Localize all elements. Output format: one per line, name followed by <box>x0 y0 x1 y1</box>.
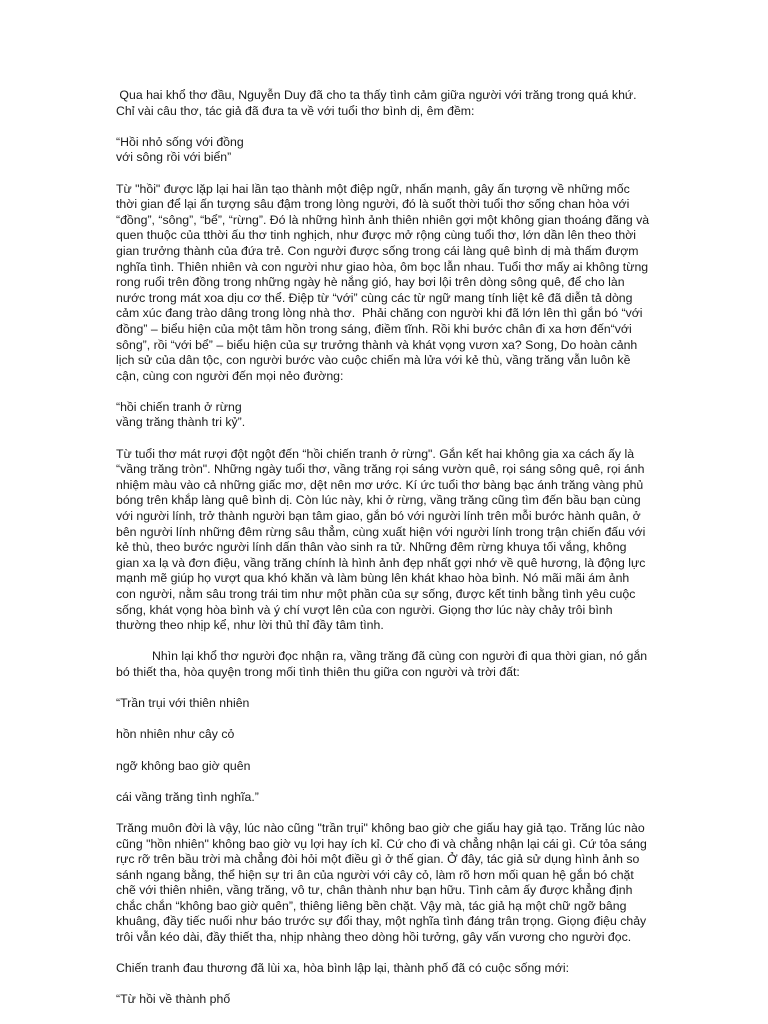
quote-war: “hồi chiến tranh ở rừng vầng trăng thành tri kỷ”. <box>116 399 246 430</box>
document-body <box>116 88 652 1024</box>
paragraph-intro: Qua hai khổ thơ đầu, Nguyễn Duy đã cho ta thấy tình cảm giữa người với trăng trong quá khứ. Chỉ vài câu thơ, tác giả đã đưa ta về với tuổi thơ bình dị, êm đềm: <box>116 88 640 118</box>
verse-line-1: “Trần trụi với thiên nhiên <box>116 696 250 711</box>
paragraph-analysis-moon: Trăng muôn đời là vậy, lúc nào cũng "trần trụi" không bao giờ che giấu hay giả tạo. Trăng lúc nào cũng "hồn nhiên" không bao giờ vụ lợi hay ích kỉ. Cứ cho đi và chẳng nhận lại cái gì. Cứ tỏa sáng rực rỡ trên bầu trời mà chẳng đòi hỏi một điều gì ở thế gian. Ở đây, tác giả sử dụng hình ảnh so sánh ngang bằng, thể hiện sự tri ân của người với cây cỏ, làm rõ hơn mối quan hệ gắn bó chặt chẽ với thiên nhiên, vầng trăng, vô tư, chân thành như bạn hữu. Tình cảm ấy được khẳng định chắc chắn “không bao giờ quên”, thiêng liêng bền chặt. Vậy mà, tác giả hạ một chữ ngỡ bâng khuâng, đầy tiếc nuối như báo trước sự đổi thay, một nghĩa tình đáng trân trọng. Giọng điệu chảy trôi vẫn kéo dài, đầy thiết tha, nhịp nhàng theo dòng hồi tưởng, gây vấn vương cho người đọc. <box>116 820 651 945</box>
verse-line-4: cái vầng trăng tình nghĩa.” <box>116 789 259 804</box>
paragraph-analysis-war: Từ tuổi thơ mát rượi đột ngột đến “hồi chiến tranh ở rừng". Gắn kết hai không gia xa cách ấy là “vầng trăng tròn". Những ngày tuổi thơ, vầng trăng rọi sáng vườn quê, rọi sáng sông quê, rọi ánh nhiệm màu vào cả những giấc mơ, dệt nên mơ ước. Kí ức tuổi thơ bàng bạc ánh trăng vàng phủ bóng trên khắp làng quê bình dị. Còn lúc này, khi ở rừng, vầng trăng cũng tìm đến bầu bạn cùng với người lính, trở thành người bạn tâm giao, gắn bó với người lính trên mỗi bước hành quân, ở bên người lính những đêm rừng sâu thẳm, cùng xuất hiện với người lính trong trận chiến đấu với kẻ thù, theo bước người lính dấn thân vào sinh ra tử. Những đêm rừng khuya tối vắng, không gian xa lạ và đơn điệu, vầng trăng chính là hình ảnh đẹp nhất gợi nhớ về quê hương, là động lực mạnh mẽ giúp họ vượt qua khó khăn và làm bùng lên khát khao hòa bình. Nó mãi mãi ám ảnh con người, nằm sâu trong trái tim như một phần của sự sống, được kết tinh bằng tình yêu cuộc sống, khát vọng hòa bình và ý chí vượt lên của con người. Giọng thơ lúc này chảy trôi bình thường theo nhịp kể, như lời thủ thỉ đầy tâm tình. <box>116 446 649 633</box>
verse-line-2: hồn nhiên như cây cỏ <box>116 727 235 742</box>
paragraph-peace: Chiến tranh đau thương đã lùi xa, hòa bình lập lại, thành phố đã có cuộc sống mới: <box>116 961 569 976</box>
quote-childhood: “Hồi nhỏ sống với đồng với sông rồi với biển” <box>116 134 244 165</box>
verse-line-3: ngỡ không bao giờ quên <box>116 758 251 773</box>
verse-line-5: “Từ hồi về thành phố <box>116 992 231 1007</box>
paragraph-analysis-childhood: Từ "hồi" được lặp lại hai lần tạo thành một điệp ngữ, nhấn mạnh, gây ấn tượng về những mốc thời gian để lại ấn tượng sâu đậm trong lòng người, đó là suốt thời tuổi thơ sống chan hòa với “đồng”, “sông”, “bể”, “rừng”. Đó là những hình ảnh thiên nhiên gợi một không gian thoáng đãng và quen thuộc của tthời ấu thơ tinh nghịch, như được mở rộng cùng tuổi thơ, lớn dần lên theo thời gian trưởng thành của đứa trẻ. Con người được sống trong cái làng quê bình dị mà thấm đượm nghĩa tình. Thiên nhiên và con người như giao hòa, ôm bọc lẫn nhau. Tuổi thơ mấy ai không từng rong ruổi trên đồng trong những ngày hè nắng gió, hay bơi lội trên dòng sông quê, để cho làn nước trong mát xoa dịu cơ thể. Điệp từ “với” cùng các từ ngữ mang tính liệt kê đã diễn tả dòng cảm xúc đang trào dâng trong lòng nhà thơ. Phải chăng con người khi đã lớn lên thì gắn bó “với đồng” – biểu hiện của một tâm hồn trong sáng, điềm tĩnh. Rồi khi bước chân đi xa hơn đến“với sông”, rồi “với bể” – biểu hiện của sự trưởng thành và khát vọng vươn xa? Song, Do hoàn cảnh lịch sử của dân tộc, con người bước vào cuộc chiến mà lửa với kẻ thù, vầng trăng vẫn luôn kề cận, cùng con người đến mọi nẻo đường: <box>116 181 653 383</box>
paragraph-reflection: Nhìn lại khổ thơ người đọc nhận ra, vầng trăng đã cùng con người đi qua thời gian, nó gắn bó thiết tha, hòa quyện trong mối tình thiên thu giữa con người và trời đất: <box>116 649 651 679</box>
